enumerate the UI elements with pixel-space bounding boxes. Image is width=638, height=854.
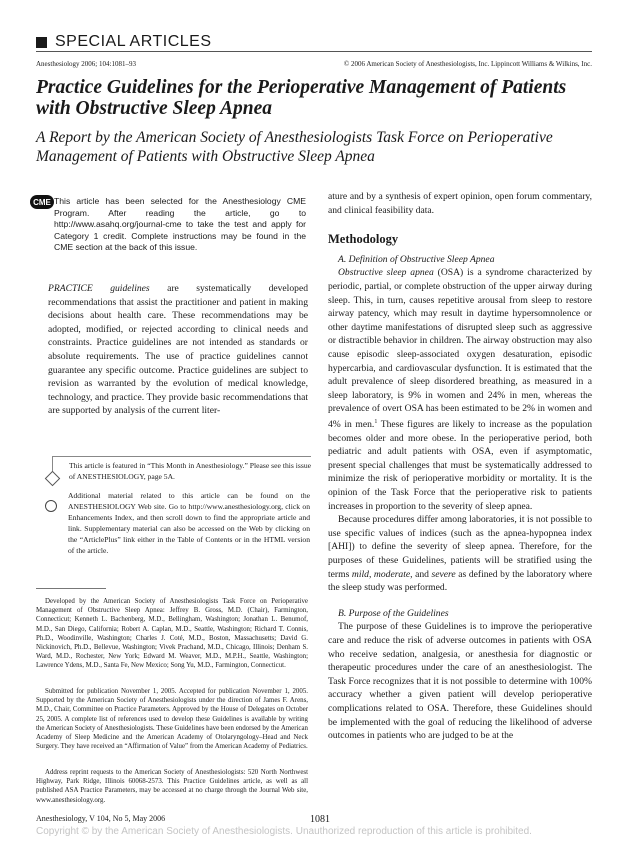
osa-text: (OSA) is a syndrome characterized by periodic, partial, or complete obstruction of the upper airway during sleep. This, in turn, causes repetitive arousal from sleep to restore airway patency, which may result in daytime hypersomnolence or other daytime manifestations of disrupted sleep such as aggressive or distractible behavior in children. The airway obstruction may also cause episodic sleep-associated oxygen desaturation, episodic hypercarbia, and cardiovascular dysfunction. It is estimated that the adult prevalence of sleep disordered breathing, as measured in a sleep laboratory, is 9% in women and 24% in men, whereas the prevalence of overt OSA has been estimated to be 2% in women and 4% in men.	[328, 267, 593, 431]
intro-lead: PRACTICE guidelines	[48, 283, 150, 294]
right-column	[328, 190, 592, 743]
reference-1: 1	[374, 418, 378, 425]
purpose-paragraph: The purpose of these Guidelines is to improve the perioperative care and reduce the risk of adverse outcomes in patients with OSA who receive sedation, analgesia, or anesthesia for diagnostic or therapeutic procedures under the care of an anesthesiologist. The Task Force recognizes that it is not possible to determine with 100% accuracy whether a given patient will develop perioperative complications related to OSA. Therefore, these Guidelines should be implemented with the goal of reducing the likelihood of adverse outcomes in patients who are judged to be at the	[328, 621, 592, 742]
note-reprints: Address reprint requests to the American Society of Anesthesiologists: 520 North Northwest Highway, Park Ridge, Illinois 60068-2573. This Practice Guidelines article, as well as all published ASA Practice Parameters, may be accessed at no charge through the Journal Web site, www.anesthesiology.org.	[36, 769, 308, 804]
supplementary-text: Additional material related to this article can be found on the ANESTHESIOLOGY Web site. Go to http://www.anesthesiology.org, click on Enhancements Index, and then scroll down to find the appropriate article and link. Supplementary material can also be accessed on the Web by clicking on the “ArticlePlus” link either in the Table of Contents or in the HTML version of the article.	[68, 491, 310, 555]
intro-paragraph	[48, 282, 308, 418]
header-rule	[36, 51, 592, 52]
note-submission: Submitted for publication November 1, 2005. Accepted for publication November 1, 2005. Supported by the American Society of Anesthesiologists under the direction of James F. Arens, M.D., Chair, Committee on Practice Parameters. Approved by the House of Delegates on October 25, 2005. A complete list of references used to develop these Guidelines is available by writing the American Society of Anesthesiologists. These Guidelines have been endorsed by the American Academy of Sleep Medicine and the American Academy of Otolaryngology–Head and Neck Surgery. They have received an “Affirmation of Value” from the American Academy of Pediatrics.	[36, 688, 308, 751]
methodology-heading: Methodology	[328, 232, 399, 247]
page-number: 1081	[310, 814, 330, 825]
article-subtitle: A Report by the American Society of Anesthesiologists Task Force on Perioperative Management of Patients with Obstructive Sleep Apnea	[36, 129, 553, 165]
featured-box	[52, 456, 311, 482]
copyright-watermark: Copyright © by the American Society of Anesthesiologists. Unauthorized reproduction of this article is prohibited.	[36, 826, 532, 837]
cme-notice	[33, 193, 308, 270]
notes-rule	[36, 588, 106, 589]
severity-text: Because procedures differ among laboratories, it is not possible to use specific values of indices (such as the apnea-hypopnea index [AHI]) to define the severity of sleep apnea. Therefore, for the purposes of these Guidelines, patients will be stratified using the terms	[328, 514, 592, 580]
sep-1: ,	[368, 568, 374, 580]
continuation-text: ature and by a synthesis of expert opinion, open forum commentary, and clinical feasibility data.	[328, 191, 592, 216]
cme-text: This article has been selected for the Anesthesiology CME Program. After reading the article, go to http://www.asahq.org/journal-cme to take the test and apply for Category 1 credit. Complete instructions may be found in the CME section at the back of this issue.	[54, 196, 306, 253]
intro-text: are systematically developed recommendations that assist the practitioner and patient in making decisions about health care. These recommendations may be adopted, modified, or rejected according to clinical needs and constraints. Practice guidelines are not intended as standards or absolute requirements. The use of practice guidelines cannot guarantee any specific outcome. Practice guidelines are subject to revision as warranted by the evolution of medical knowledge, technology, and practice. They provide basic recommendations that are supported by analysis of the current liter-	[48, 283, 308, 417]
cme-badge-icon: CME	[30, 195, 54, 209]
sep-2: , and	[410, 568, 432, 580]
severity-text-end: as defined by the laboratory where the sleep study was performed.	[328, 568, 593, 594]
journal-citation: Anesthesiology 2006; 104:1081–93	[36, 60, 136, 68]
section-header	[36, 33, 212, 51]
section-square-icon	[36, 37, 47, 48]
term-mild: mild	[351, 568, 369, 580]
featured-text: This article is featured in “This Month in Anesthesiology.” Please see this issue of ANESTHESIOLOGY, page 5A.	[69, 461, 311, 481]
diamond-icon	[45, 471, 61, 487]
article-title: Practice Guidelines for the Perioperative Management of Patients with Obstructive Sleep Apnea	[36, 77, 567, 119]
globe-icon	[45, 500, 57, 512]
osa-text-tail: These figures are likely to increase as the population becomes older and more obese. In the perioperative period, both pediatric and adult patients with OSA, even if asymptomatic, present special challenges that must be systematically addressed to minimize the risk of perioperative morbidity or mortality. It is the opinion of the Task Force that the perioperative risk to patients increases in proportion to the severity of sleep apnea.	[328, 419, 592, 512]
term-moderate: moderate	[373, 568, 411, 580]
osa-definition-paragraph	[328, 266, 592, 513]
subheading-purpose: B. Purpose of the Guidelines	[338, 607, 449, 619]
note-task-force: Developed by the American Society of Anesthesiologists Task Force on Perioperative Management of Obstructive Sleep Apnea: Jeffrey B. Gross, M.D. (Chair), Farmington, Connecticut; Kenneth L. Bachenberg, M.D., Bellingham, Washington; Jonathan L. Benumof, M.D., San Diego, California; Robert A. Caplan, M.D., Seattle, Washington; Richard T. Connis, Ph.D., Woodinville, Washington; Charles J. Coté, M.D., Boston, Massachusetts; David G. Nickinovich, Ph.D., Bellevue, Washington; Vivek Prachand, M.D., Chicago, Illinois; Denham S. Ward, M.D., Rochester, New York; Edward M. Weaver, M.D., M.P.H., Seattle, Washington; Lawrence Ydens, M.D., Santa Fe, New Mexico; Song Yu, M.D., Farmington, Connecticut.	[36, 598, 308, 670]
supplementary-box	[52, 490, 310, 556]
copyright-notice: © 2006 American Society of Anesthesiologists, Inc. Lippincott Williams & Wilkins, Inc.	[343, 60, 592, 68]
osa-term: Obstructive sleep apnea	[338, 267, 434, 279]
severity-paragraph	[328, 513, 592, 595]
term-severe: severe	[431, 568, 456, 580]
section-label: SPECIAL ARTICLES	[55, 33, 212, 50]
footer-journal: Anesthesiology, V 104, No 5, May 2006	[36, 814, 166, 823]
subheading-definition: A. Definition of Obstructive Sleep Apnea	[338, 253, 495, 265]
